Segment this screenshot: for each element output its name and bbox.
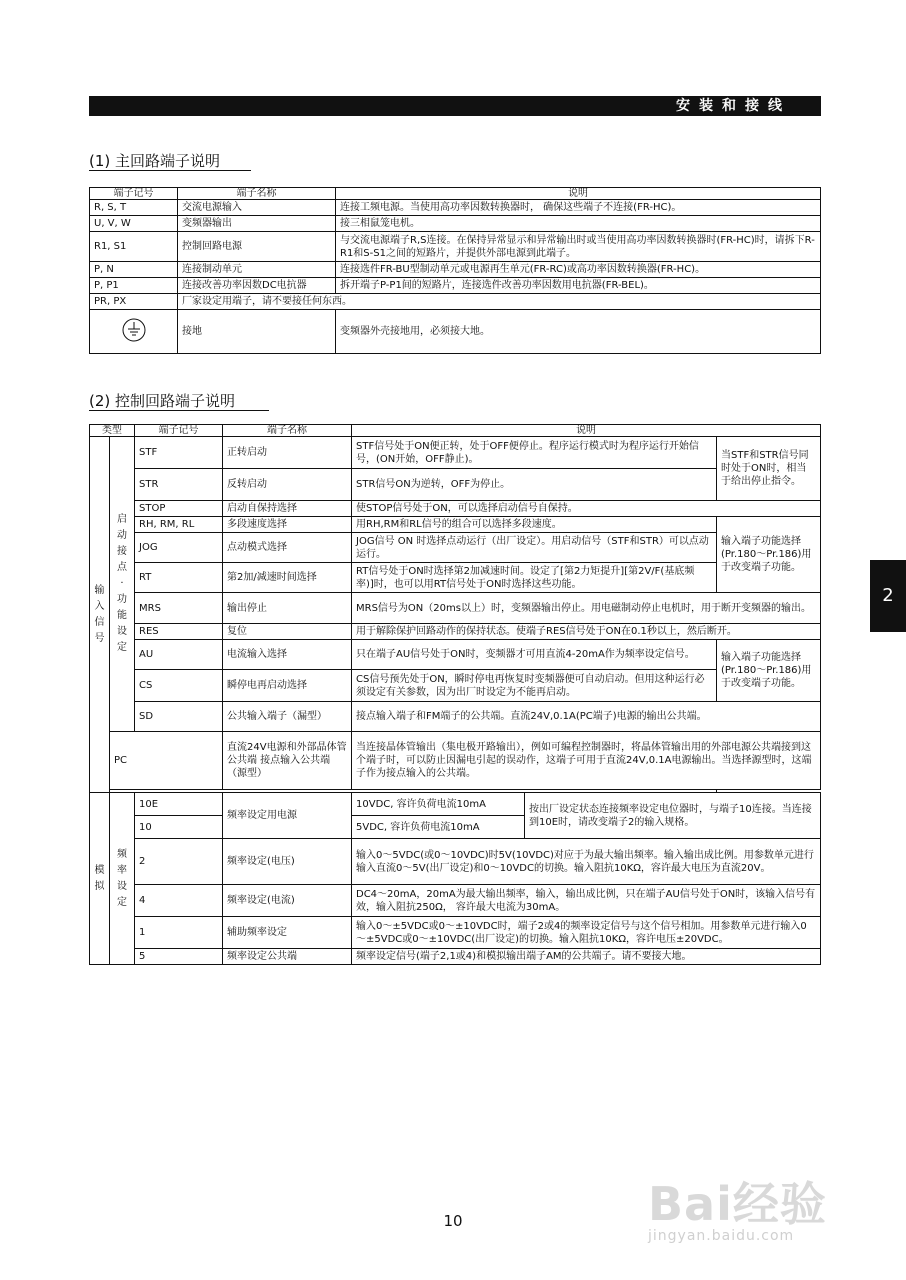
watermark-url: jingyan.baidu.com bbox=[648, 1228, 795, 1244]
table-row: R, S, T 交流电源输入 连接工频电源。当使用高功率因数转换器时， 确保这些端子不连接(FR-HC)。 bbox=[90, 200, 821, 216]
table-row: SD 公共输入端子（漏型） 接点输入端子和FM端子的公共端。直流24V,0.1A(PC端子)电源的输出公共端。 bbox=[90, 702, 821, 732]
section2-title: (2) 控制回路端子说明 bbox=[89, 392, 236, 410]
table-row: RES 复位 用于解除保护回路动作的保持状态。使端子RES信号处于ON在0.1秒以上，然后断开。 bbox=[90, 624, 821, 640]
table-header-row: 类型 端子记号 端子名称 说明 bbox=[90, 425, 821, 437]
table-row: 1 辅助频率设定 输入0～±5VDC或0～±10VDC时，端子2或4的频率设定信号与这个信号相加。用参数单元进行输入0～±5VDC或0～±10VDC(出厂设定)的切换。输入阻抗10KΩ，容许电压±20VDC。 bbox=[90, 917, 821, 949]
table-row: 模拟 频率设定 10E 频率设定用电源 10VDC, 容许负荷电流10mA 按出厂设定状态连接频率设定电位器时，与端子10连接。当连接到10E时，请改变端子2的输入规格。 bbox=[90, 793, 821, 816]
table-row: 4 频率设定(电流) DC4～20mA，20mA为最大输出频率，输入，输出成比例，只在端子AU信号处于ON时，该输入信号有效，输入阻抗250Ω， 容许最大电流为30mA。 bbox=[90, 885, 821, 917]
section1-title-underline bbox=[89, 170, 251, 171]
table-row: P, P1 连接改善功率因数DC电抗器 拆开端子P-P1间的短路片，连接选件改善功率因数用电抗器(FR-BEL)。 bbox=[90, 278, 821, 294]
control-circuit-table bbox=[89, 424, 821, 965]
table-row: STR 反转启动 STR信号ON为逆转，OFF为停止。 bbox=[90, 469, 821, 501]
section1-title: (1) 主回路端子说明 bbox=[89, 152, 221, 170]
table-row: STOP 启动自保持选择 使STOP信号处于ON，可以选择启动信号自保持。 bbox=[90, 501, 821, 517]
page-number: 10 bbox=[443, 1212, 463, 1230]
table-row: 10 5VDC, 容许负荷电流10mA bbox=[90, 816, 821, 839]
table-row: R1, S1 控制回路电源 与交流电源端子R,S连接。在保持异常显示和异常输出时或当使用高功率因数转换器时(FR-HC)时，请拆下R-R1和S-S1之间的短路片，并提供外部电源到此端子。 bbox=[90, 232, 821, 262]
watermark-text: Bai经验 bbox=[648, 1177, 827, 1231]
ground-symbol-cell bbox=[90, 310, 178, 354]
header-bar bbox=[89, 96, 821, 116]
subtype-contact-function: 启动接点·功能设定 bbox=[110, 437, 135, 732]
table-row: RH, RM, RL 多段速度选择 用RH,RM和RL信号的组合可以选择多段速度。 输入端子功能选择(Pr.180～Pr.186)用于改变端子功能。 bbox=[90, 517, 821, 533]
table-header-row: 端子记号 端子名称 说明 bbox=[90, 188, 821, 200]
type-analog: 模拟 bbox=[90, 793, 110, 965]
table-row: PR, PX 厂家设定用端子，请不要接任何东西。 bbox=[90, 294, 821, 310]
ground-symbol-icon bbox=[121, 317, 147, 343]
table-row: P, N 连接制动单元 连接选件FR-BU型制动单元或电源再生单元(FR-RC)或高功率因数转换器(FR-HC)。 bbox=[90, 262, 821, 278]
table-row: 输入信号 启动接点·功能设定 STF 正转启动 STF信号处于ON便正转，处于OFF便停止。程序运行模式时为程序运行开始信号，(ON开始，OFF静止)。 当STF和STR信号同时处于ON时，相当于给出停止指令。 bbox=[90, 437, 821, 469]
table-row: JOG 点动模式选择 JOG信号 ON 时选择点动运行（出厂设定）。用启动信号（STF和STR）可以点动运行。 bbox=[90, 533, 821, 563]
section2-title-underline bbox=[89, 410, 269, 411]
subtype-frequency-setting: 频率设定 bbox=[110, 793, 135, 965]
table-row: 接地 变频器外壳接地用，必须接大地。 bbox=[90, 310, 821, 354]
type-input-signal: 输入信号 bbox=[90, 437, 110, 793]
header-title: 安装和接线 bbox=[676, 98, 791, 114]
chapter-tab: 2 bbox=[870, 560, 906, 632]
table-row: 5 频率设定公共端 频率设定信号(端子2,1或4)和模拟输出端子AM的公共端子。请不要接大地。 bbox=[90, 949, 821, 965]
table-row: MRS 输出停止 MRS信号为ON（20ms以上）时，变频器输出停止。用电磁制动停止电机时，用于断开变频器的输出。 bbox=[90, 593, 821, 624]
table-row: RT 第2加/减速时间选择 RT信号处于ON时选择第2加减速时间。设定了[第2力矩提升][第2V/F(基底频率)]时，也可以用RT信号处于ON时选择这些功能。 bbox=[90, 563, 821, 593]
table-row: CS 瞬停电再启动选择 CS信号预先处于ON，瞬时停电再恢复时变频器便可自动启动。但用这种运行必须设定有关参数，因为出厂时设定为不能再启动。 bbox=[90, 670, 821, 702]
table-row: PC 直流24V电源和外部晶体管公共端 接点输入公共端 （源型） 当连接晶体管输出（集电极开路输出），例如可编程控制器时，将晶体管输出用的外部电源公共端接到这个端子时，可以防止因漏电引起的误动作，这端子可用于直流24V,0.1A电源输出。当选择源型时，这端子作为接点输入的公共端。 bbox=[90, 732, 821, 790]
watermark-logo bbox=[648, 1168, 868, 1264]
main-circuit-table bbox=[89, 187, 821, 354]
table-row: 2 频率设定(电压) 输入0～5VDC(或0～10VDC)时5V(10VDC)对应于为最大输出频率。输入输出成比例。用参数单元进行输入直流0～5V(出厂设定)和0～10VDC的切换。输入阻抗10KΩ，容许最大电压为直流20V。 bbox=[90, 839, 821, 885]
table-row: U, V, W 变频器输出 接三相鼠笼电机。 bbox=[90, 216, 821, 232]
table-row: AU 电流输入选择 只在端子AU信号处于ON时，变频器才可用直流4-20mA作为频率设定信号。 输入端子功能选择(Pr.180～Pr.186)用于改变端子功能。 bbox=[90, 640, 821, 670]
